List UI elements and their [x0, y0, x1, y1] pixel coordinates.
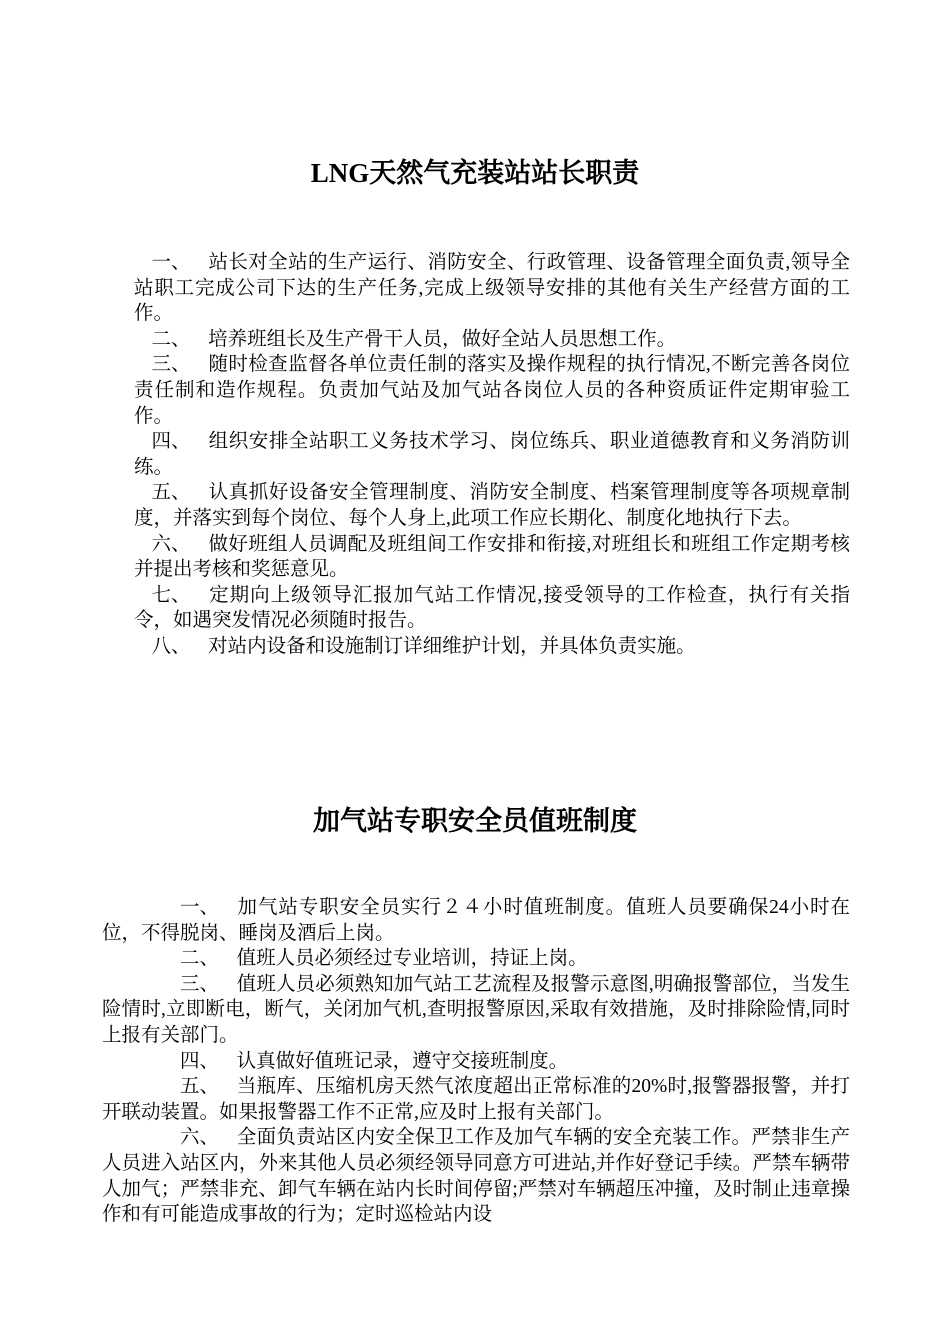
section1-item-5	[134, 480, 850, 531]
section2-title: 加气站专职安全员值班制度	[313, 806, 637, 836]
section1-item-7	[134, 583, 850, 634]
item-text: 做好班组人员调配及班组间工作安排和衔接,对班组长和班组工作定期考核并提出考核和奖惩意见。	[134, 533, 850, 581]
item-text: 值班人员必须熟知加气站工艺流程及报警示意图,明确报警部位，当发生险情时,立即断电，断气，关闭加气机,查明报警原因,采取有效措施，及时排除险情,同时上报有关部门。	[102, 973, 850, 1046]
item-text: 全面负责站区内安全保卫工作及加气车辆的安全充装工作。严禁非生产人员进入站区内，外来其他人员必须经领导同意方可进站,并作好登记手续。严禁车辆带人加气；严禁非充、卸气车辆在站内长时间停留;严禁对车辆超压冲撞，及时制止违章操作和有可能造成事故的行为；定时巡检站内设	[102, 1127, 850, 1226]
section1-item-6	[134, 532, 850, 583]
item-number: 二、	[180, 948, 220, 970]
item-number: 一、	[180, 897, 220, 918]
item-number: 一、	[151, 252, 191, 273]
item-number: 六、	[180, 1127, 220, 1149]
item-text: 站长对全站的生产运行、消防安全、行政管理、设备管理全面负责,领导全站职工完成公司下达的生产任务,完成上级领导安排的其他有关生产经营方面的工作。	[134, 252, 850, 325]
section2-body	[102, 895, 850, 1228]
item-text: 认真抓好设备安全管理制度、消防安全制度、档案管理制度等各项规章制度，并落实到每个岗位、每个人身上,此项工作应长期化、制度化地执行下去。	[134, 482, 850, 529]
item-number: 七、	[151, 584, 191, 606]
item-number: 四、	[180, 1050, 220, 1072]
section2-item-6	[102, 1125, 850, 1227]
section2-item-4	[102, 1049, 850, 1075]
item-number: 五、	[180, 1076, 220, 1098]
item-number: 三、	[151, 354, 191, 376]
item-text: 培养班组长及生产骨干人员，做好全站人员思想工作。	[208, 328, 677, 350]
item-text: 随时检查监督各单位责任制的落实及操作规程的执行情况,不断完善各岗位责任制和造作规程。负责加气站及加气站各岗位人员的各种资质证件定期审验工作。	[134, 354, 850, 427]
section1-body	[134, 250, 850, 660]
item-text: 认真做好值班记录，遵守交接班制度。	[236, 1050, 569, 1072]
section1-item-4	[134, 429, 850, 480]
item-number: 二、	[151, 328, 191, 350]
item-text: 组织安排全站职工义务技术学习、岗位练兵、职业道德教育和义务消防训练。	[134, 431, 850, 478]
section2-item-2	[102, 946, 850, 972]
item-number: 八、	[151, 635, 191, 657]
item-number: 四、	[151, 431, 191, 453]
section1-item-8	[134, 634, 850, 660]
section2-item-3	[102, 972, 850, 1049]
item-text: 当瓶库、压缩机房天然气浓度超出正常标准的20%时,报警器报警，并打开联动装置。如果报警器工作不正常,应及时上报有关部门。	[102, 1076, 850, 1123]
item-text: 对站内设备和设施制订详细维护计划，并具体负责实施。	[208, 635, 696, 657]
item-text: 值班人员必须经过专业培训，持证上岗。	[236, 948, 588, 970]
item-number: 六、	[151, 533, 191, 555]
item-text: 定期向上级领导汇报加气站工作情况,接受领导的工作检查，执行有关指令，如遇突发情况必须随时报告。	[134, 584, 850, 632]
section1-title: LNG天然气充装站站长职责	[310, 158, 640, 188]
item-text: 加气站专职安全员实行２４小时值班制度。值班人员要确保24小时在位，不得脱岗、睡岗及酒后上岗。	[102, 897, 850, 944]
section2-item-5	[102, 1074, 850, 1125]
section2-item-1	[102, 895, 850, 946]
item-number: 五、	[151, 482, 191, 504]
item-number: 三、	[180, 973, 220, 995]
section1-item-2	[134, 327, 850, 353]
section1-item-3	[134, 352, 850, 429]
section1-item-1	[134, 250, 850, 327]
